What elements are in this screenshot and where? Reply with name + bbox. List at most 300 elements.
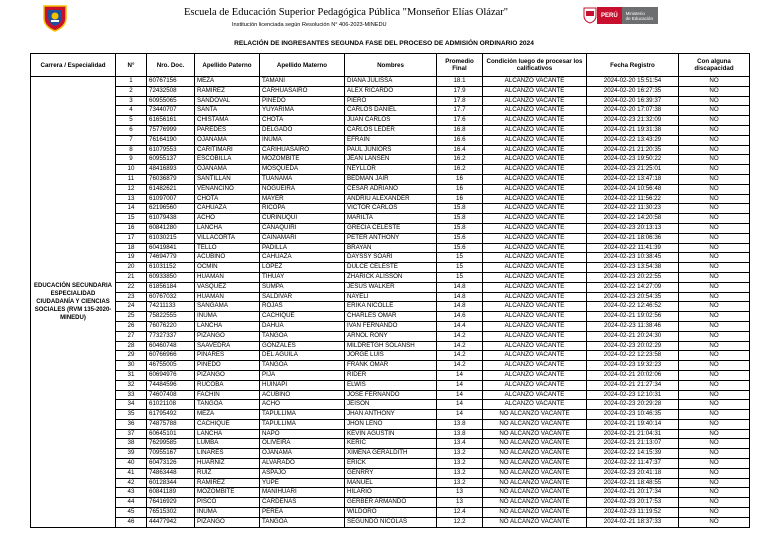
cell-discapacidad: NO bbox=[679, 488, 750, 498]
cell-doc-number: 70955167 bbox=[147, 449, 195, 459]
cell-apellido-materno: PADILLA bbox=[260, 243, 345, 253]
cell-nombres: CHARLES OMAR bbox=[345, 312, 437, 322]
cell-row-number: 9 bbox=[116, 155, 147, 165]
cell-condicion: ALCANZÓ VACANTE bbox=[483, 204, 587, 214]
cell-row-number: 2 bbox=[116, 86, 147, 96]
cell-fecha-registro: 2024-02-23 20:13:13 bbox=[587, 223, 679, 233]
cell-row-number: 27 bbox=[116, 331, 147, 341]
cell-apellido-paterno: RUCOBA bbox=[195, 380, 260, 390]
government-logo bbox=[583, 7, 658, 24]
cell-promedio-final: 16.8 bbox=[437, 125, 483, 135]
cell-promedio-final: 13.2 bbox=[437, 478, 483, 488]
table-row bbox=[31, 243, 750, 253]
cell-apellido-materno: MAYER bbox=[260, 194, 345, 204]
table-row bbox=[31, 331, 750, 341]
table-row bbox=[31, 302, 750, 312]
cell-promedio-final: 13.8 bbox=[437, 419, 483, 429]
cell-apellido-paterno: PINEDO bbox=[195, 361, 260, 371]
cell-condicion: ALCANZÓ VACANTE bbox=[483, 292, 587, 302]
cell-doc-number: 76416929 bbox=[147, 498, 195, 508]
institution-name: Escuela de Educación Superior Pedagógica Pública "Monseñor Elías Olázar" bbox=[184, 7, 509, 18]
cell-row-number: 31 bbox=[116, 370, 147, 380]
cell-nombres: FRANK OMAR bbox=[345, 361, 437, 371]
cell-nombres: GENRRY bbox=[345, 468, 437, 478]
cell-condicion: ALCANZÓ VACANTE bbox=[483, 194, 587, 204]
cell-apellido-paterno: RUIZ bbox=[195, 468, 260, 478]
cell-fecha-registro: 2024-02-23 19:50:22 bbox=[587, 155, 679, 165]
cell-row-number: 45 bbox=[116, 508, 147, 518]
cell-doc-number: 60933850 bbox=[147, 272, 195, 282]
cell-promedio-final: 12.4 bbox=[437, 508, 483, 518]
cell-apellido-materno: CHOTA bbox=[260, 116, 345, 126]
cell-promedio-final: 13.2 bbox=[437, 459, 483, 469]
cell-condicion: NO ALCANZÓ VACANTE bbox=[483, 459, 587, 469]
cell-row-number: 4 bbox=[116, 106, 147, 116]
cell-nombres: PIERO bbox=[345, 96, 437, 106]
table-row bbox=[31, 498, 750, 508]
cell-fecha-registro: 2024-02-23 13:54:38 bbox=[587, 263, 679, 273]
cell-fecha-registro: 2024-02-21 19:02:56 bbox=[587, 312, 679, 322]
cell-doc-number: 74863448 bbox=[147, 468, 195, 478]
table-row bbox=[31, 184, 750, 194]
cell-promedio-final: 17.9 bbox=[437, 86, 483, 96]
cell-promedio-final: 13.2 bbox=[437, 449, 483, 459]
table-row bbox=[31, 439, 750, 449]
cell-nombres: CARLOS DANIEL bbox=[345, 106, 437, 116]
cell-promedio-final: 16.6 bbox=[437, 135, 483, 145]
cell-apellido-materno: INUMA bbox=[260, 135, 345, 145]
cell-discapacidad: NO bbox=[679, 351, 750, 361]
cell-doc-number: 60473126 bbox=[147, 459, 195, 469]
cell-apellido-materno: CARIHUASAIRO bbox=[260, 145, 345, 155]
cell-apellido-materno: TANGOA bbox=[260, 361, 345, 371]
cell-discapacidad: NO bbox=[679, 135, 750, 145]
cell-doc-number: 61079553 bbox=[147, 145, 195, 155]
cell-nombres: EFRAIN bbox=[345, 135, 437, 145]
cell-promedio-final: 15.6 bbox=[437, 243, 483, 253]
cell-discapacidad: NO bbox=[679, 125, 750, 135]
cell-row-number: 32 bbox=[116, 380, 147, 390]
cell-apellido-materno: MOZOMBITE bbox=[260, 155, 345, 165]
cell-apellido-materno: GONZALES bbox=[260, 341, 345, 351]
cell-fecha-registro: 2024-02-21 21:20:35 bbox=[587, 145, 679, 155]
cell-condicion: ALCANZÓ VACANTE bbox=[483, 243, 587, 253]
table-row bbox=[31, 321, 750, 331]
table-body bbox=[31, 77, 750, 528]
column-header-condicion: Condición luego de procesar los calificativos bbox=[483, 54, 587, 77]
cell-doc-number: 75822555 bbox=[147, 312, 195, 322]
cell-fecha-registro: 2024-02-23 10:46:35 bbox=[587, 410, 679, 420]
cell-condicion: NO ALCANZÓ VACANTE bbox=[483, 429, 587, 439]
cell-apellido-materno: YUPE bbox=[260, 478, 345, 488]
table-row bbox=[31, 508, 750, 518]
cell-discapacidad: NO bbox=[679, 174, 750, 184]
cell-fecha-registro: 2024-02-20 15:51:54 bbox=[587, 77, 679, 87]
cell-discapacidad: NO bbox=[679, 165, 750, 175]
cell-apellido-paterno: PIZANGO bbox=[195, 517, 260, 527]
cell-promedio-final: 15.8 bbox=[437, 223, 483, 233]
cell-apellido-materno: CACHIQUE bbox=[260, 312, 345, 322]
cell-nombres: JOSE FERNANDO bbox=[345, 390, 437, 400]
cell-fecha-registro: 2024-02-22 11:30:23 bbox=[587, 204, 679, 214]
table-row bbox=[31, 204, 750, 214]
cell-doc-number: 46755005 bbox=[147, 361, 195, 371]
cell-fecha-registro: 2024-02-22 12:46:52 bbox=[587, 302, 679, 312]
cell-doc-number: 60841280 bbox=[147, 223, 195, 233]
cell-condicion: NO ALCANZÓ VACANTE bbox=[483, 508, 587, 518]
cell-row-number: 6 bbox=[116, 125, 147, 135]
page-title: RELACIÓN DE INGRESANTES SEGUNDA FASE DEL PROCESO DE ADMISIÓN ORDINARIO 2024 bbox=[234, 40, 534, 47]
cell-nombres: BEDMAN JAIR bbox=[345, 174, 437, 184]
cell-apellido-materno: CAHUAZA bbox=[260, 253, 345, 263]
table-row bbox=[31, 282, 750, 292]
cell-nombres: DIANA JULISSA bbox=[345, 77, 437, 87]
cell-condicion: ALCANZÓ VACANTE bbox=[483, 351, 587, 361]
cell-promedio-final: 17.6 bbox=[437, 116, 483, 126]
cell-discapacidad: NO bbox=[679, 223, 750, 233]
cell-apellido-paterno: CACHIQUE bbox=[195, 419, 260, 429]
cell-apellido-materno: RICOPA bbox=[260, 204, 345, 214]
cell-promedio-final: 14.2 bbox=[437, 361, 483, 371]
cell-apellido-paterno: SAAVEDRA bbox=[195, 341, 260, 351]
cell-condicion: ALCANZÓ VACANTE bbox=[483, 253, 587, 263]
cell-doc-number: 76036879 bbox=[147, 174, 195, 184]
cell-fecha-registro: 2024-02-23 21:32:09 bbox=[587, 116, 679, 126]
cell-apellido-materno: NOGUEIRA bbox=[260, 184, 345, 194]
cell-apellido-paterno: LANCHA bbox=[195, 223, 260, 233]
column-header-apellido-materno: Apellido Materno bbox=[260, 54, 345, 77]
cell-apellido-paterno: VENANCINO bbox=[195, 184, 260, 194]
gov-ministry-label bbox=[622, 7, 658, 24]
cell-row-number: 25 bbox=[116, 312, 147, 322]
cell-fecha-registro: 2024-02-22 14:15:39 bbox=[587, 449, 679, 459]
cell-condicion: ALCANZÓ VACANTE bbox=[483, 214, 587, 224]
cell-nombres: ERIKA NICOLLE bbox=[345, 302, 437, 312]
cell-apellido-materno: OLIVEIRA bbox=[260, 439, 345, 449]
cell-discapacidad: NO bbox=[679, 292, 750, 302]
cell-nombres: JHAN ANTHONY bbox=[345, 410, 437, 420]
cell-apellido-materno: PINEDO bbox=[260, 96, 345, 106]
cell-fecha-registro: 2024-02-22 14:20:58 bbox=[587, 214, 679, 224]
cell-condicion: ALCANZÓ VACANTE bbox=[483, 106, 587, 116]
cell-nombres: JORGE LUIS bbox=[345, 351, 437, 361]
cell-fecha-registro: 2024-02-23 20:02:29 bbox=[587, 341, 679, 351]
cell-fecha-registro: 2024-02-22 12:23:58 bbox=[587, 351, 679, 361]
cell-fecha-registro: 2024-02-22 13:47:18 bbox=[587, 174, 679, 184]
cell-row-number: 1 bbox=[116, 77, 147, 87]
cell-condicion: ALCANZÓ VACANTE bbox=[483, 390, 587, 400]
table-row bbox=[31, 272, 750, 282]
cell-doc-number: 74607408 bbox=[147, 390, 195, 400]
cell-condicion: NO ALCANZÓ VACANTE bbox=[483, 468, 587, 478]
cell-row-number: 16 bbox=[116, 223, 147, 233]
cell-apellido-materno: TAPULLIMA bbox=[260, 410, 345, 420]
cell-discapacidad: NO bbox=[679, 449, 750, 459]
table-row bbox=[31, 312, 750, 322]
cell-doc-number: 60419841 bbox=[147, 243, 195, 253]
cell-nombres: JEISON bbox=[345, 400, 437, 410]
cell-nombres: ALEX RICARDO bbox=[345, 86, 437, 96]
cell-apellido-paterno: SANDOVAL bbox=[195, 96, 260, 106]
cell-condicion: ALCANZÓ VACANTE bbox=[483, 223, 587, 233]
table-row bbox=[31, 341, 750, 351]
cell-nombres: DAYSSY SOARI bbox=[345, 253, 437, 263]
cell-nombres: GERBER ARMANDO bbox=[345, 498, 437, 508]
cell-nombres: GRECIA CELESTE bbox=[345, 223, 437, 233]
cell-nombres: NAYELI bbox=[345, 292, 437, 302]
cell-nombres: JHON LENO bbox=[345, 419, 437, 429]
cell-discapacidad: NO bbox=[679, 419, 750, 429]
cell-apellido-paterno: INUMA bbox=[195, 508, 260, 518]
cell-fecha-registro: 2024-02-21 19:40:14 bbox=[587, 419, 679, 429]
cell-row-number: 24 bbox=[116, 302, 147, 312]
cell-promedio-final: 16.4 bbox=[437, 145, 483, 155]
cell-promedio-final: 14 bbox=[437, 380, 483, 390]
cell-apellido-paterno: RAMIREZ bbox=[195, 478, 260, 488]
cell-apellido-materno: PEREA bbox=[260, 508, 345, 518]
cell-apellido-materno: MOSQUEDA bbox=[260, 165, 345, 175]
cell-fecha-registro: 2024-02-20 16:27:35 bbox=[587, 86, 679, 96]
cell-doc-number: 61021108 bbox=[147, 400, 195, 410]
cell-apellido-paterno: SANTA bbox=[195, 106, 260, 116]
cell-discapacidad: NO bbox=[679, 243, 750, 253]
table-row bbox=[31, 253, 750, 263]
cell-doc-number: 74694779 bbox=[147, 253, 195, 263]
cell-discapacidad: NO bbox=[679, 410, 750, 420]
cell-row-number: 17 bbox=[116, 233, 147, 243]
cell-apellido-materno: YUYARIMA bbox=[260, 106, 345, 116]
cell-discapacidad: NO bbox=[679, 331, 750, 341]
cell-condicion: ALCANZÓ VACANTE bbox=[483, 77, 587, 87]
cell-fecha-registro: 2024-02-23 20:22:55 bbox=[587, 272, 679, 282]
cell-nombres: IVAN FERNANDO bbox=[345, 321, 437, 331]
cell-discapacidad: NO bbox=[679, 390, 750, 400]
cell-discapacidad: NO bbox=[679, 370, 750, 380]
cell-fecha-registro: 2024-02-23 11:38:46 bbox=[587, 321, 679, 331]
cell-row-number: 23 bbox=[116, 292, 147, 302]
cell-condicion: ALCANZÓ VACANTE bbox=[483, 135, 587, 145]
cell-promedio-final: 12.2 bbox=[437, 517, 483, 527]
cell-apellido-materno: CARHUASAIRO bbox=[260, 86, 345, 96]
cell-discapacidad: NO bbox=[679, 253, 750, 263]
cell-fecha-registro: 2024-02-22 11:56:22 bbox=[587, 194, 679, 204]
cell-discapacidad: NO bbox=[679, 214, 750, 224]
cell-fecha-registro: 2024-02-21 21:04:31 bbox=[587, 429, 679, 439]
cell-promedio-final: 18.1 bbox=[437, 77, 483, 87]
cell-nombres: DULCE CELESTE bbox=[345, 263, 437, 273]
cell-promedio-final: 16 bbox=[437, 184, 483, 194]
cell-condicion: NO ALCANZÓ VACANTE bbox=[483, 488, 587, 498]
cell-promedio-final: 14 bbox=[437, 400, 483, 410]
cell-nombres: KERIC bbox=[345, 439, 437, 449]
cell-apellido-materno: MANIHUARI bbox=[260, 488, 345, 498]
table-row bbox=[31, 116, 750, 126]
table-header-row bbox=[31, 54, 750, 77]
cell-discapacidad: NO bbox=[679, 508, 750, 518]
table-row bbox=[31, 155, 750, 165]
cell-promedio-final: 16.2 bbox=[437, 155, 483, 165]
cell-discapacidad: NO bbox=[679, 429, 750, 439]
cell-condicion: ALCANZÓ VACANTE bbox=[483, 302, 587, 312]
cell-row-number: 8 bbox=[116, 145, 147, 155]
cell-discapacidad: NO bbox=[679, 263, 750, 273]
cell-row-number: 10 bbox=[116, 165, 147, 175]
table-row bbox=[31, 517, 750, 527]
cell-apellido-materno: CARDENAS bbox=[260, 498, 345, 508]
cell-apellido-materno: SUMPA bbox=[260, 282, 345, 292]
cell-promedio-final: 14 bbox=[437, 410, 483, 420]
cell-condicion: ALCANZÓ VACANTE bbox=[483, 361, 587, 371]
cell-apellido-paterno: ESCOBILLA bbox=[195, 155, 260, 165]
peru-shield-icon bbox=[583, 7, 597, 24]
cell-doc-number: 60460748 bbox=[147, 341, 195, 351]
cell-condicion: ALCANZÓ VACANTE bbox=[483, 184, 587, 194]
cell-doc-number: 60955065 bbox=[147, 96, 195, 106]
cell-nombres: ZHARICK ALISSON bbox=[345, 272, 437, 282]
cell-apellido-paterno: VILLACORTA bbox=[195, 233, 260, 243]
cell-row-number: 42 bbox=[116, 478, 147, 488]
cell-nombres: JUAN CARLOS bbox=[345, 116, 437, 126]
cell-fecha-registro: 2024-02-21 18:06:36 bbox=[587, 233, 679, 243]
cell-doc-number: 60128344 bbox=[147, 478, 195, 488]
cell-apellido-paterno: RAMIREZ bbox=[195, 86, 260, 96]
column-header-discapacidad: Con alguna discapacidad bbox=[679, 54, 750, 77]
cell-row-number: 20 bbox=[116, 263, 147, 273]
cell-row-number: 3 bbox=[116, 96, 147, 106]
cell-doc-number: 76076220 bbox=[147, 321, 195, 331]
cell-condicion: NO ALCANZÓ VACANTE bbox=[483, 449, 587, 459]
column-header-fecha-registro: Fecha Registro bbox=[587, 54, 679, 77]
cell-row-number: 22 bbox=[116, 282, 147, 292]
cell-row-number: 33 bbox=[116, 390, 147, 400]
cell-row-number: 13 bbox=[116, 194, 147, 204]
cell-apellido-paterno: OJANAMA bbox=[195, 165, 260, 175]
cell-apellido-paterno: HUAMAN bbox=[195, 272, 260, 282]
cell-apellido-materno: SALDIVAR bbox=[260, 292, 345, 302]
table-row bbox=[31, 194, 750, 204]
cell-condicion: ALCANZÓ VACANTE bbox=[483, 370, 587, 380]
cell-condicion: ALCANZÓ VACANTE bbox=[483, 331, 587, 341]
cell-promedio-final: 15.6 bbox=[437, 233, 483, 243]
cell-promedio-final: 13.8 bbox=[437, 429, 483, 439]
cell-apellido-paterno: OJANAMA bbox=[195, 135, 260, 145]
table-row bbox=[31, 478, 750, 488]
cell-nombres: PAUL JUNIORS bbox=[345, 145, 437, 155]
cell-discapacidad: NO bbox=[679, 233, 750, 243]
cell-fecha-registro: 2024-02-21 20:17:34 bbox=[587, 488, 679, 498]
cell-nombres: VICTOR CARLOS bbox=[345, 204, 437, 214]
cell-row-number: 34 bbox=[116, 400, 147, 410]
cell-doc-number: 74211133 bbox=[147, 302, 195, 312]
cell-apellido-paterno: PISCO bbox=[195, 498, 260, 508]
cell-doc-number: 61856184 bbox=[147, 282, 195, 292]
cell-apellido-paterno: MEZA bbox=[195, 77, 260, 87]
cell-nombres: MILDRETGH SOLANSH bbox=[345, 341, 437, 351]
cell-doc-number: 74484596 bbox=[147, 380, 195, 390]
cell-row-number: 29 bbox=[116, 351, 147, 361]
cell-promedio-final: 14.2 bbox=[437, 331, 483, 341]
cell-fecha-registro: 2024-02-20 16:39:37 bbox=[587, 96, 679, 106]
cell-discapacidad: NO bbox=[679, 498, 750, 508]
cell-promedio-final: 16.2 bbox=[437, 165, 483, 175]
cell-discapacidad: NO bbox=[679, 361, 750, 371]
column-header-carrera: Carrera / Especialidad bbox=[31, 54, 116, 77]
cell-apellido-materno: TANGOA bbox=[260, 517, 345, 527]
cell-discapacidad: NO bbox=[679, 517, 750, 527]
cell-fecha-registro: 2024-02-22 13:43:29 bbox=[587, 135, 679, 145]
cell-promedio-final: 15 bbox=[437, 272, 483, 282]
cell-row-number: 40 bbox=[116, 459, 147, 469]
cell-doc-number: 76299585 bbox=[147, 439, 195, 449]
cell-doc-number: 72432508 bbox=[147, 86, 195, 96]
cell-fecha-registro: 2024-02-23 20:17:53 bbox=[587, 498, 679, 508]
cell-apellido-materno: DELGADO bbox=[260, 125, 345, 135]
cell-nombres: CESAR ADRIANO bbox=[345, 184, 437, 194]
cell-condicion: ALCANZÓ VACANTE bbox=[483, 263, 587, 273]
cell-apellido-materno: DAHUA bbox=[260, 321, 345, 331]
cell-apellido-paterno: MOZOMBITE bbox=[195, 488, 260, 498]
cell-discapacidad: NO bbox=[679, 204, 750, 214]
cell-nombres: ANDRIU ALEXANDER bbox=[345, 194, 437, 204]
table-row bbox=[31, 263, 750, 273]
cell-doc-number: 44477942 bbox=[147, 517, 195, 527]
table-row bbox=[31, 77, 750, 87]
cell-doc-number: 60694976 bbox=[147, 370, 195, 380]
column-header-numero: N° bbox=[116, 54, 147, 77]
table-row bbox=[31, 214, 750, 224]
cell-condicion: NO ALCANZÓ VACANTE bbox=[483, 478, 587, 488]
cell-fecha-registro: 2024-02-22 11:47:37 bbox=[587, 459, 679, 469]
cell-discapacidad: NO bbox=[679, 155, 750, 165]
cell-discapacidad: NO bbox=[679, 184, 750, 194]
cell-row-number: 7 bbox=[116, 135, 147, 145]
cell-apellido-paterno: LUMBA bbox=[195, 439, 260, 449]
cell-apellido-materno: CAINAMARI bbox=[260, 233, 345, 243]
table-row bbox=[31, 145, 750, 155]
document-header bbox=[0, 0, 768, 36]
cell-row-number: 46 bbox=[116, 517, 147, 527]
cell-apellido-materno: TAMANI bbox=[260, 77, 345, 87]
cell-apellido-materno: TANGOA bbox=[260, 331, 345, 341]
cell-condicion: ALCANZÓ VACANTE bbox=[483, 174, 587, 184]
column-header-promedio-final: Promedio Final bbox=[437, 54, 483, 77]
cell-condicion: ALCANZÓ VACANTE bbox=[483, 272, 587, 282]
cell-condicion: ALCANZÓ VACANTE bbox=[483, 380, 587, 390]
cell-fecha-registro: 2024-02-21 18:48:55 bbox=[587, 478, 679, 488]
table-row bbox=[31, 223, 750, 233]
cell-promedio-final: 14.8 bbox=[437, 292, 483, 302]
cell-doc-number: 48416893 bbox=[147, 165, 195, 175]
cell-fecha-registro: 2024-02-24 10:56:48 bbox=[587, 184, 679, 194]
cell-fecha-registro: 2024-02-22 14:27:09 bbox=[587, 282, 679, 292]
institution-subtitle: Institución licenciada según Resolución N° 406-2023-MINEDU bbox=[232, 22, 387, 28]
cell-fecha-registro: 2024-02-23 20:54:35 bbox=[587, 292, 679, 302]
table-row bbox=[31, 292, 750, 302]
cell-discapacidad: NO bbox=[679, 116, 750, 126]
cell-apellido-materno: DEL AGUILA bbox=[260, 351, 345, 361]
cell-fecha-registro: 2024-02-23 21:25:01 bbox=[587, 165, 679, 175]
cell-condicion: ALCANZÓ VACANTE bbox=[483, 312, 587, 322]
admission-results-table bbox=[30, 53, 750, 528]
cell-discapacidad: NO bbox=[679, 194, 750, 204]
cell-apellido-paterno: INUMA bbox=[195, 312, 260, 322]
cell-doc-number: 62196560 bbox=[147, 204, 195, 214]
cell-apellido-paterno: SANTILLAN bbox=[195, 174, 260, 184]
cell-promedio-final: 17.7 bbox=[437, 106, 483, 116]
cell-doc-number: 60841189 bbox=[147, 488, 195, 498]
cell-apellido-paterno: LANCHA bbox=[195, 321, 260, 331]
cell-condicion: ALCANZÓ VACANTE bbox=[483, 145, 587, 155]
